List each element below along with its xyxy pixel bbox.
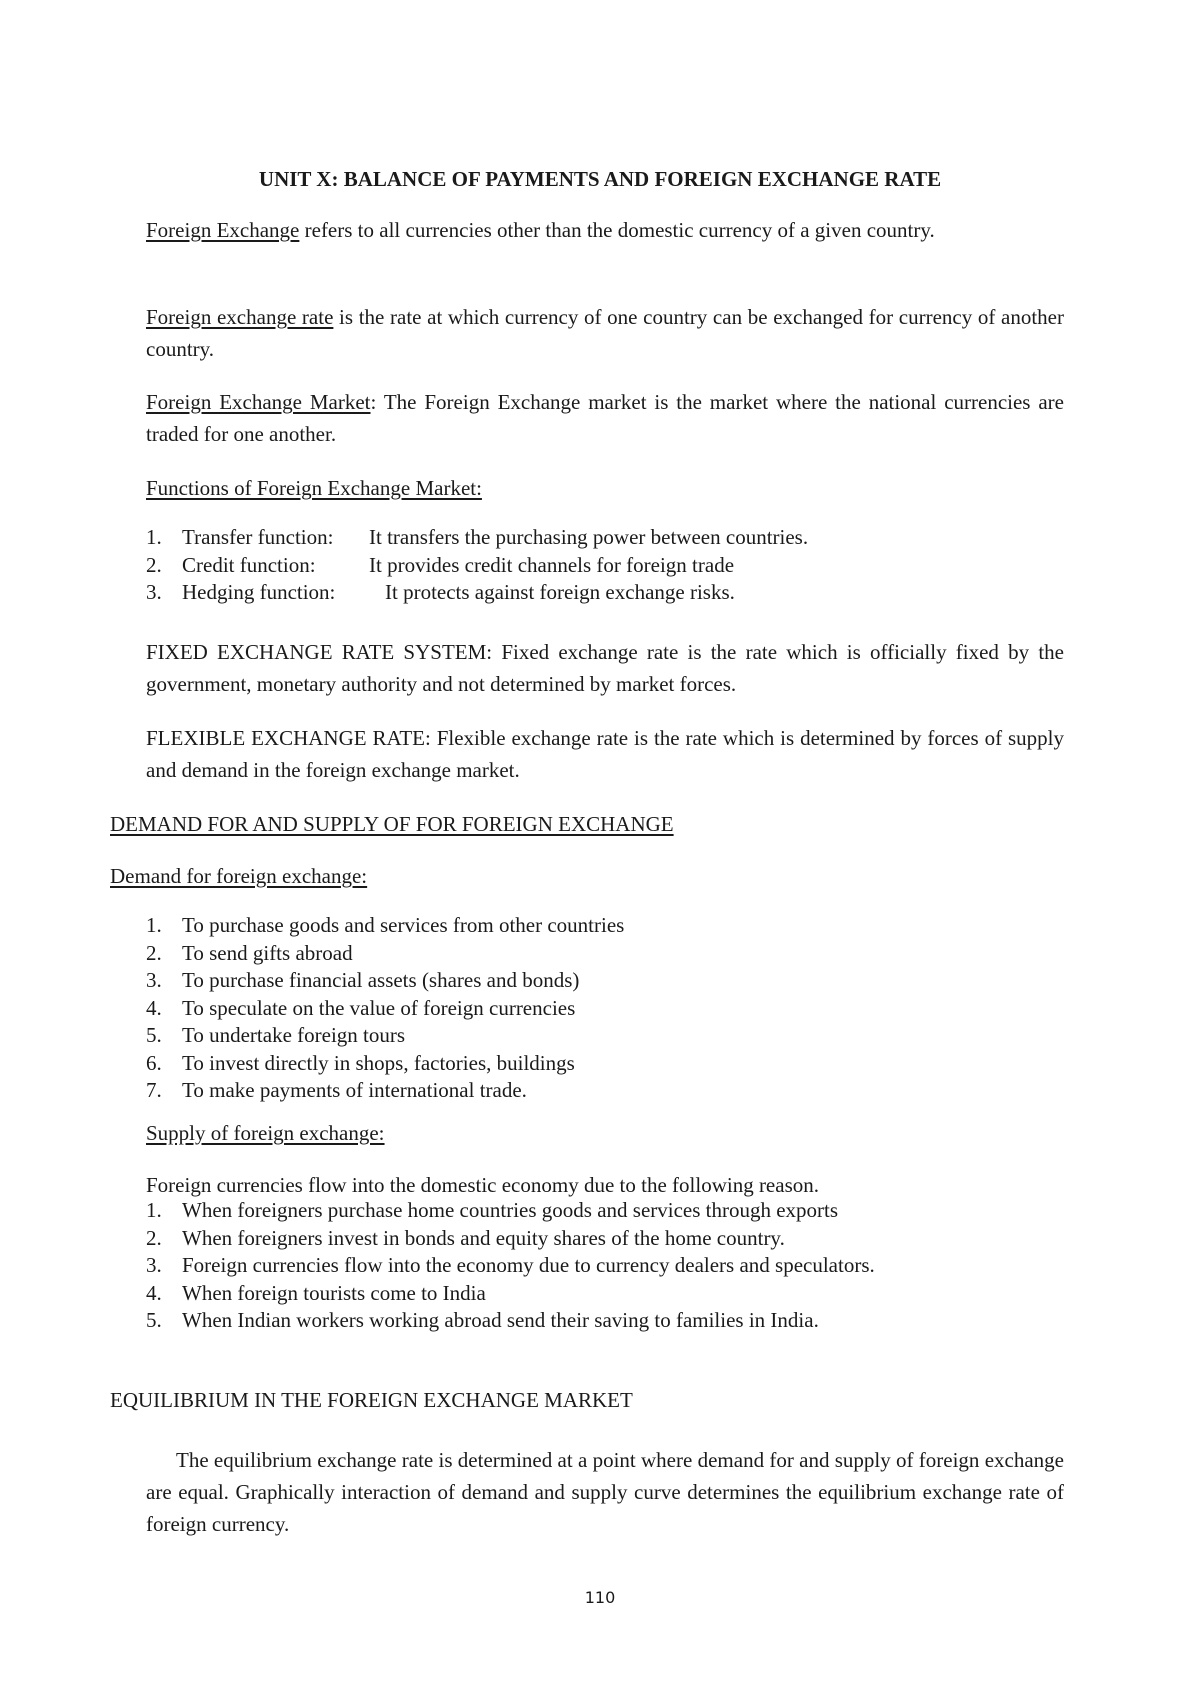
item-number: 3. <box>146 580 162 604</box>
supply-list <box>146 1197 875 1335</box>
definition-text: is the rate at which currency of one country can be exchanged for currency of another country. <box>146 305 1064 361</box>
definition-foreign-exchange-market <box>146 386 1064 450</box>
demand-supply-heading-text: DEMAND FOR AND SUPPLY OF FOR FOREIGN EXCHANGE <box>110 812 674 836</box>
item-number: 3. <box>146 968 162 992</box>
item-number: 1. <box>146 913 162 937</box>
list-item <box>146 1252 875 1280</box>
functions-list <box>146 524 808 607</box>
item-text: To purchase financial assets (shares and bonds) <box>182 968 580 992</box>
item-number: 4. <box>146 1280 162 1305</box>
item-number: 5. <box>146 1023 162 1047</box>
item-number: 5. <box>146 1308 162 1332</box>
definition-foreign-exchange <box>146 214 1064 246</box>
demand-supply-heading <box>110 808 674 840</box>
item-text: To undertake foreign tours <box>182 1023 406 1047</box>
supply-heading-text: Supply of foreign exchange: <box>146 1121 385 1145</box>
item-text: To speculate on the value of foreign currencies <box>182 995 576 1020</box>
item-text: To make payments of international trade. <box>182 1078 527 1102</box>
item-text: To send gifts abroad <box>182 940 353 965</box>
functions-heading <box>146 472 482 504</box>
item-number: 2. <box>146 1225 162 1250</box>
item-text: When foreigners purchase home countries goods and services through exports <box>182 1198 839 1222</box>
list-item <box>146 912 624 940</box>
item-text: To purchase goods and services from other countries <box>182 913 625 937</box>
item-text: When Indian workers working abroad send their saving to families in India. <box>182 1308 819 1332</box>
item-number: 4. <box>146 995 162 1020</box>
fixed-exchange-rate-paragraph: FIXED EXCHANGE RATE SYSTEM: Fixed exchange rate is the rate which is officially fixed by the government, monetary authority and not determined by market forces. <box>146 640 1064 696</box>
supply-intro: Foreign currencies flow into the domestic economy due to the following reason. <box>146 1173 819 1197</box>
list-item <box>146 579 808 607</box>
equilibrium-paragraph: The equilibrium exchange rate is determined at a point where demand for and supply of foreign exchange are equal. Graphically interaction of demand and supply curve determines the equilibrium exchange rate of foreign currency. <box>146 1448 1064 1536</box>
term-foreign-exchange-rate: Foreign exchange rate <box>146 305 334 329</box>
item-text: When foreigners invest in bonds and equity shares of the home country. <box>182 1225 785 1250</box>
page-number: 110 <box>584 1588 616 1607</box>
equilibrium-heading: EQUILIBRIUM IN THE FOREIGN EXCHANGE MARKET <box>110 1388 633 1412</box>
list-item <box>146 1280 875 1308</box>
functions-heading-text: Functions of Foreign Exchange Market: <box>146 476 482 500</box>
demand-heading-text: Demand for foreign exchange: <box>110 864 368 888</box>
item-text: It provides credit channels for foreign trade <box>369 552 735 577</box>
supply-heading <box>146 1117 385 1149</box>
item-number: 1. <box>146 1198 162 1222</box>
list-item <box>146 1077 624 1105</box>
list-item <box>146 995 624 1023</box>
term-foreign-exchange-market: Foreign Exchange Market <box>146 390 371 414</box>
list-item <box>146 552 808 580</box>
item-label: Hedging function: <box>182 580 336 604</box>
list-item <box>146 1022 624 1050</box>
page-title: UNIT X: BALANCE OF PAYMENTS AND FOREIGN EXCHANGE RATE <box>258 167 942 191</box>
item-text: It protects against foreign exchange risks. <box>385 580 735 604</box>
item-label: Transfer function: <box>182 525 334 549</box>
list-item <box>146 1307 875 1335</box>
item-number: 2. <box>146 552 162 577</box>
item-number: 7. <box>146 1078 162 1102</box>
list-item <box>146 940 624 968</box>
definition-text: refers to all currencies other than the domestic currency of a given country. <box>299 218 935 242</box>
item-number: 1. <box>146 525 162 549</box>
list-item <box>146 1050 624 1078</box>
term-foreign-exchange: Foreign Exchange <box>146 218 300 242</box>
demand-heading <box>110 860 367 892</box>
list-item <box>146 967 624 995</box>
item-text: Foreign currencies flow into the economy due to currency dealers and speculators. <box>182 1253 875 1277</box>
item-number: 2. <box>146 940 162 965</box>
flexible-exchange-rate-paragraph: FLEXIBLE EXCHANGE RATE: Flexible exchange rate is the rate which is determined by forces of supply and demand in the foreign exchange market. <box>146 726 1064 782</box>
list-item <box>146 1225 875 1253</box>
item-text: It transfers the purchasing power between countries. <box>369 525 809 549</box>
definition-text: : The Foreign Exchange market is the market where the national currencies are traded for one another. <box>146 390 1064 446</box>
item-number: 3. <box>146 1253 162 1277</box>
item-text: When foreign tourists come to India <box>182 1280 486 1305</box>
list-item <box>146 1197 875 1225</box>
demand-list <box>146 912 624 1105</box>
list-item <box>146 524 808 552</box>
item-label: Credit function: <box>182 552 316 577</box>
item-text: To invest directly in shops, factories, buildings <box>182 1050 575 1075</box>
definition-foreign-exchange-rate <box>146 301 1064 365</box>
item-number: 6. <box>146 1050 162 1075</box>
